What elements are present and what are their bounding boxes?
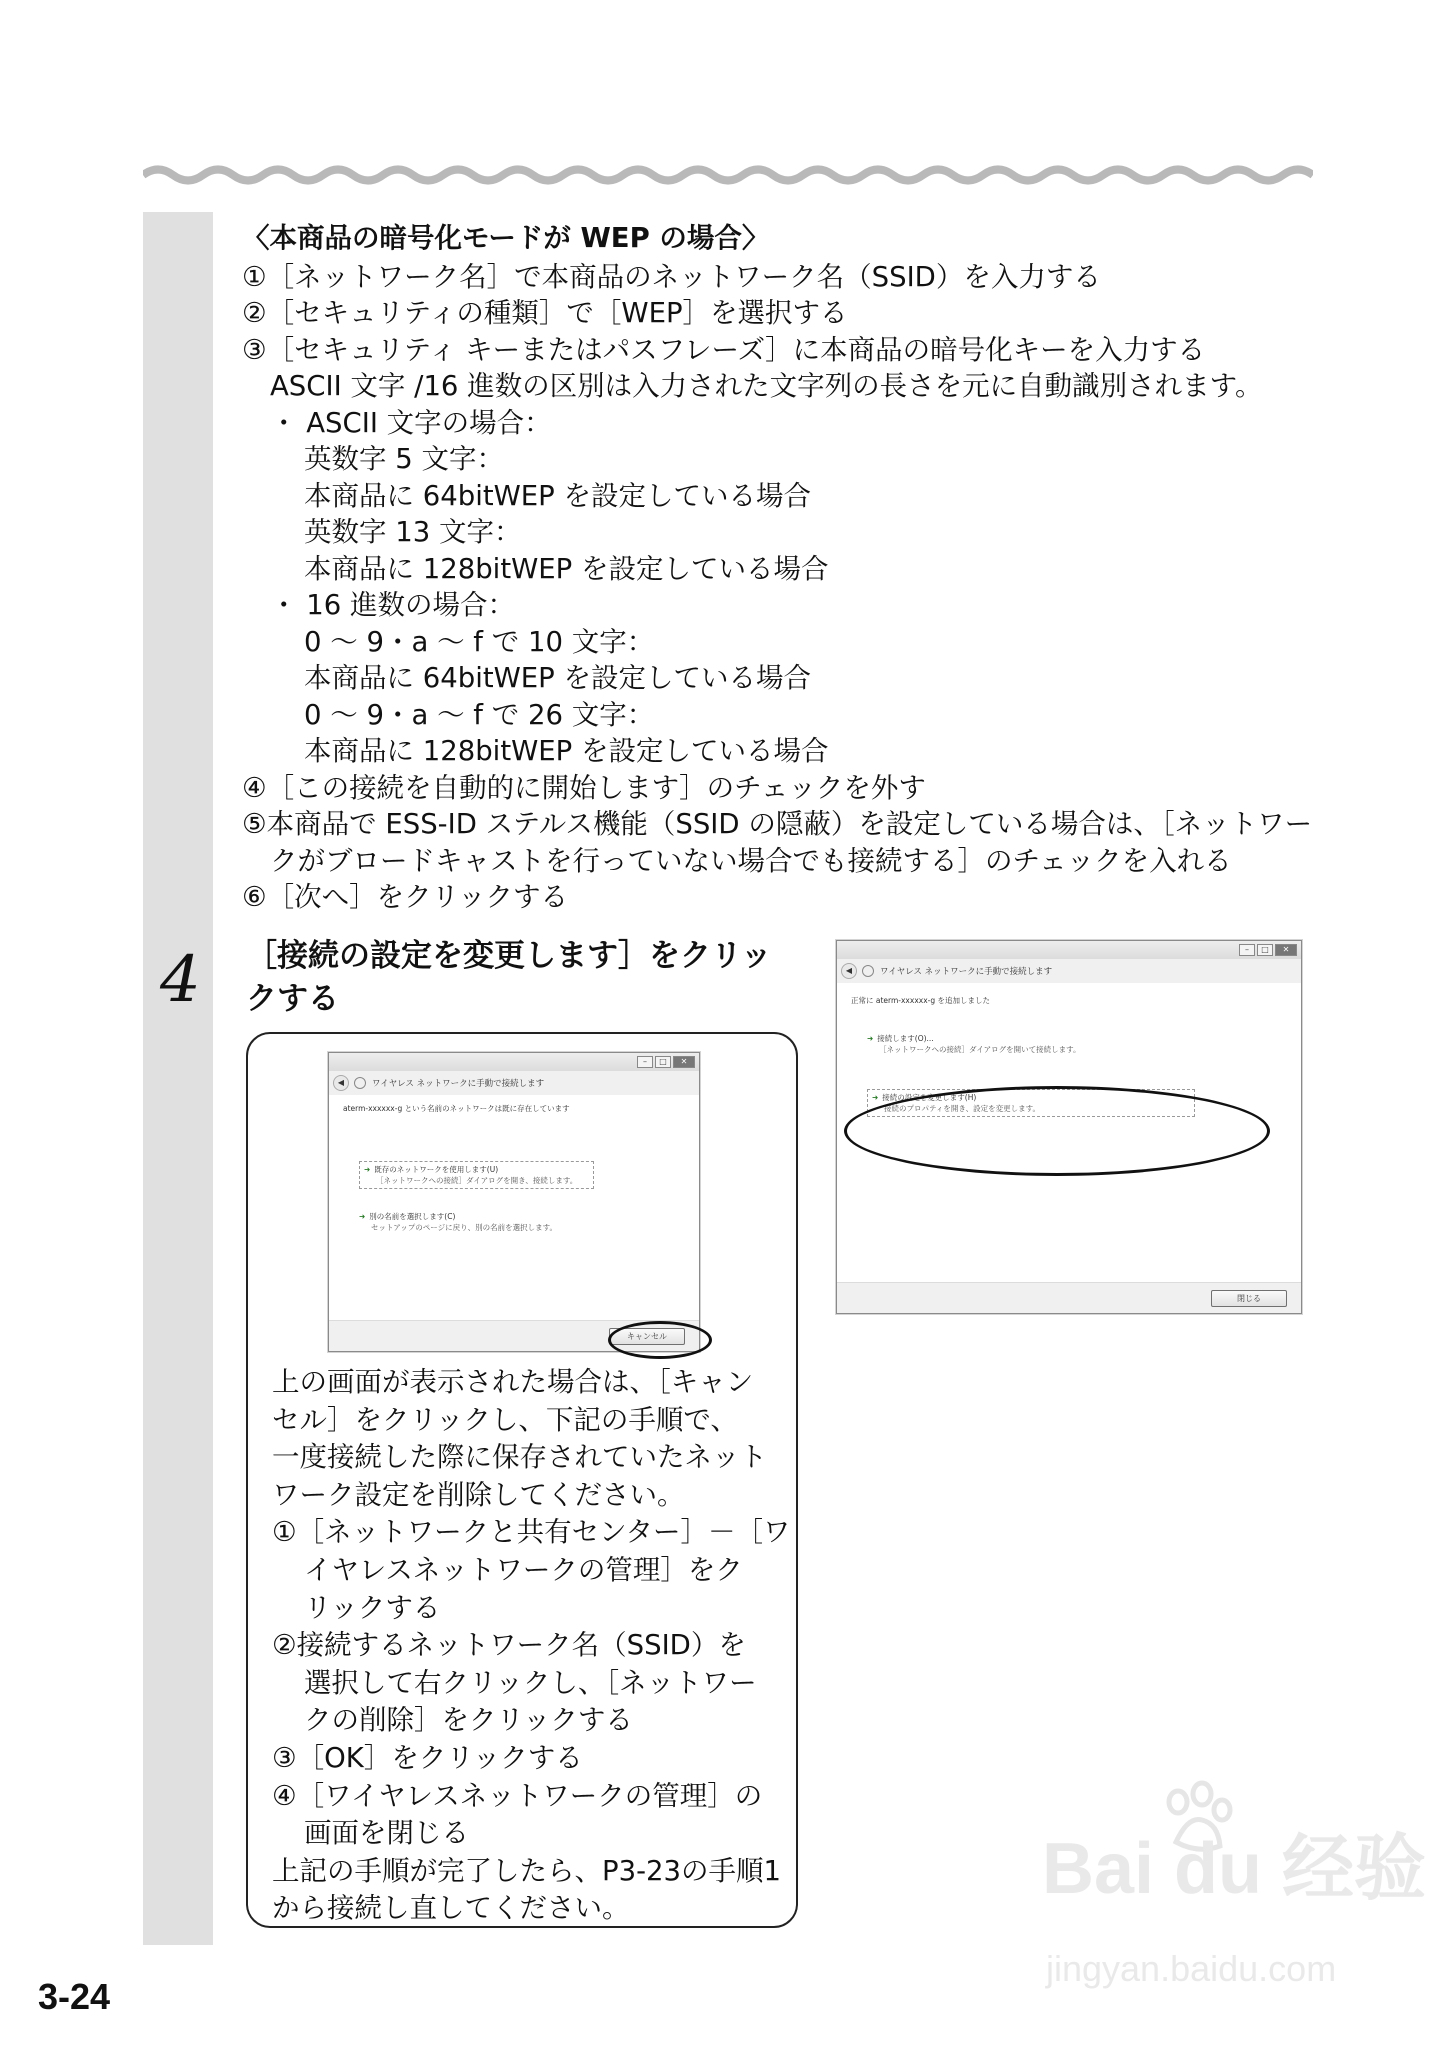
step-title [246, 935, 806, 1021]
note-line: ④［ワイヤレスネットワークの管理］の [272, 1779, 763, 1812]
dialog-body [329, 1095, 699, 1321]
close-icon[interactable]: ✕ [1275, 944, 1297, 956]
note-line: クの削除］をクリックする [304, 1704, 633, 1737]
note-line: ワーク設定を削除してください。 [272, 1478, 685, 1511]
note-line: 上記の手順が完了したら、P3-23の手順1 [272, 1854, 781, 1887]
close-icon[interactable]: ✕ [673, 1056, 695, 1068]
note-line: セル］をクリックし、下記の手順で、 [272, 1403, 738, 1436]
wep-line: 0 ～ 9・a ～ f で 10 文字： [304, 625, 655, 658]
page-number: 3-24 [38, 1976, 111, 2017]
dialog-header [329, 1071, 699, 1095]
connect-option[interactable] [867, 1033, 1081, 1055]
note-line: リックする [304, 1591, 441, 1624]
step-title-line: ［接続の設定を変更します］をクリッ [246, 938, 772, 974]
wep-line: 本商品に 128bitWEP を設定している場合 [304, 552, 829, 585]
dialog-message: 正常に aterm-xxxxxx-g を追加しました [851, 996, 990, 1005]
highlight-oval-change-settings [844, 1086, 1270, 1176]
green-arrow-icon: ➜ [364, 1165, 371, 1174]
wep-line: ⑤本商品で ESS-ID ステルス機能（SSID の隠蔽）を設定している場合は、［ネットワー [242, 808, 1313, 840]
wep-line: ⑥［次へ］をクリックする [242, 881, 569, 913]
step-number: 4 [160, 943, 201, 1017]
network-icon [862, 965, 874, 977]
side-margin-bar [143, 212, 213, 1945]
wep-line: 本商品に 64bitWEP を設定している場合 [304, 662, 812, 694]
note-line: 画面を閉じる [304, 1817, 469, 1850]
dialog-network-exists [328, 1052, 700, 1352]
network-icon [354, 1077, 366, 1089]
highlight-oval-cancel [608, 1321, 712, 1359]
back-arrow-icon[interactable]: ◀ [333, 1075, 349, 1091]
maximize-icon[interactable]: □ [655, 1056, 671, 1068]
step-title-line: クする [246, 981, 339, 1017]
option-subtitle: ［ネットワークへの接続］ダイアログを開いて接続します。 [879, 1045, 1081, 1054]
wep-line: ・ ASCII 文字の場合： [270, 406, 552, 439]
note-line: 上の画面が表示された場合は、［キャン [272, 1366, 754, 1398]
dialog-titlebar [837, 941, 1301, 959]
dialog-titlebar [329, 1053, 699, 1071]
dialog-header [837, 959, 1301, 983]
wep-heading: 〈本商品の暗号化モードが WEP の場合〉 [242, 222, 770, 254]
option-subtitle: ［ネットワークへの接続］ダイアログを開き、接続します。 [376, 1176, 578, 1185]
option-title: 接続します(O)... [877, 1034, 934, 1043]
note-line: イヤレスネットワークの管理］をク [304, 1553, 743, 1586]
wep-line: ・ 16 進数の場合： [270, 589, 515, 621]
note-line: 一度接続した際に保存されていたネット [272, 1441, 767, 1474]
dialog-title: ワイヤレス ネットワークに手動で接続します [880, 967, 1053, 977]
wep-line: 英数字 5 文字： [304, 443, 504, 475]
option-title: 別の名前を選択します(C) [369, 1212, 456, 1221]
wep-line: 本商品に 128bitWEP を設定している場合 [304, 735, 829, 767]
dialog-message: aterm-xxxxxx-g という名前のネットワークは既に存在しています [343, 1104, 570, 1113]
note-line: ①［ネットワークと共有センター］－［ワ [272, 1516, 791, 1549]
minimize-icon[interactable]: – [637, 1056, 653, 1068]
green-arrow-icon: ➜ [359, 1212, 366, 1221]
note-lines [272, 1364, 791, 1928]
wep-line: ③［セキュリティ キーまたはパスフレーズ］に本商品の暗号化キーを入力する [242, 333, 1206, 366]
option-subtitle: 接続のプロパティを開き、設定を変更します。 [884, 1104, 1040, 1113]
cancel-button[interactable]: キャンセル [609, 1328, 685, 1345]
dialog-footer [837, 1282, 1301, 1313]
option-title: 既存のネットワークを使用します(U) [374, 1165, 499, 1174]
use-existing-network-option[interactable] [359, 1161, 594, 1189]
note-line: ③［OK］をクリックする [272, 1741, 583, 1774]
wep-line: ASCII 文字 /16 進数の区別は入力された文字列の長さを元に自動識別されます。 [270, 370, 1263, 402]
wep-line: 本商品に 64bitWEP を設定している場合 [304, 479, 812, 512]
minimize-icon[interactable]: – [1239, 944, 1255, 956]
wep-line: ①［ネットワーク名］で本商品のネットワーク名（SSID）を入力する [242, 260, 1101, 293]
choose-another-name-option[interactable] [359, 1211, 557, 1233]
wep-lines [242, 259, 1332, 916]
green-arrow-icon: ➜ [867, 1034, 874, 1043]
watermark-main: Bai du 经验 [1042, 1829, 1427, 1909]
note-line: 選択して右クリックし、［ネットワー [304, 1666, 757, 1699]
note-line: ②接続するネットワーク名（SSID）を [272, 1629, 746, 1662]
wep-line: 0 ～ 9・a ～ f で 26 文字： [304, 698, 655, 731]
wep-line: クがブロードキャストを行っていない場合でも接続する］のチェックを入れる [270, 844, 1232, 877]
note-line: から接続し直してください。 [272, 1892, 630, 1925]
green-arrow-icon: ➜ [872, 1093, 879, 1102]
decorative-wave-rule [143, 164, 1313, 186]
watermark-url: jingyan.baidu.com [1046, 1948, 1337, 1989]
wep-line: ②［セキュリティの種類］で［WEP］を選択する [242, 297, 848, 329]
option-title: 接続の設定を変更します(H) [882, 1093, 977, 1102]
back-arrow-icon[interactable]: ◀ [841, 963, 857, 979]
wep-instructions [242, 220, 1332, 916]
dialog-title: ワイヤレス ネットワークに手動で接続します [372, 1079, 545, 1089]
note-text [272, 1364, 791, 1928]
wep-line: 英数字 13 文字： [304, 516, 522, 548]
close-button[interactable]: 閉じる [1211, 1290, 1287, 1307]
wep-line: ④［この接続を自動的に開始します］のチェックを外す [242, 771, 926, 804]
maximize-icon[interactable]: □ [1257, 944, 1273, 956]
option-subtitle: セットアップのページに戻り、別の名前を選択します。 [371, 1223, 557, 1232]
